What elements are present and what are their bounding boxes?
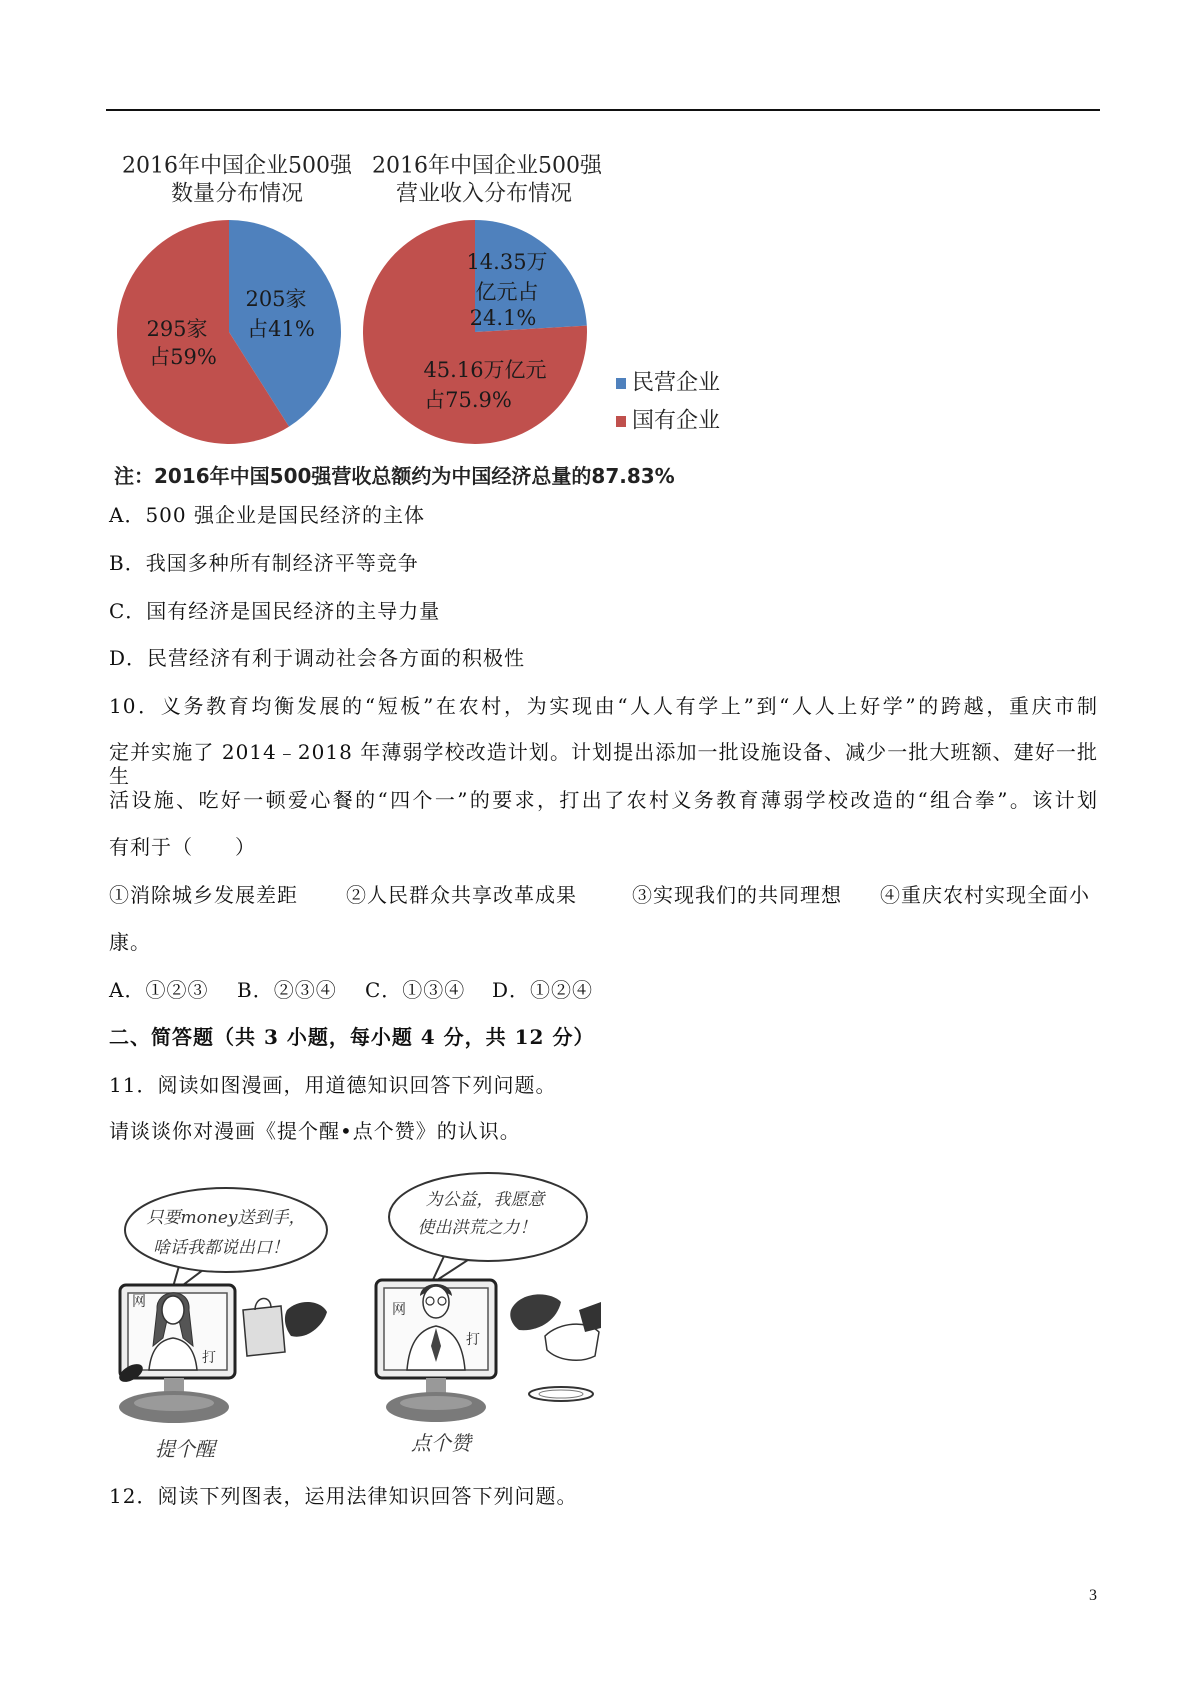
legend-label-private: 民营企业	[632, 370, 721, 396]
monitor-right-neck	[426, 1378, 446, 1394]
money-hand-icon	[285, 1302, 327, 1337]
cartoon-right-panel	[376, 1173, 601, 1422]
q10-stem-line-3: 活设施、吃好一顿爱心餐的“四个一”的要求，打出了农村义务教育薄弱学校改造的“组合拳”。该计划	[109, 788, 1098, 812]
pie-2-slice-1-label-line-3: 24.1%	[469, 306, 537, 330]
speech-left-line-2: 啥话我都说出口！	[153, 1238, 289, 1258]
man-head	[423, 1286, 449, 1318]
q10-statement-2: ②人民群众共享改革成果	[346, 883, 577, 907]
pie-chart-1	[117, 154, 353, 445]
pie-2-title-line-2: 营业收入分布情况	[395, 181, 573, 207]
option-d: D．民营经济有利于调动社会各方面的积极性	[109, 646, 526, 670]
page-number: 3	[1089, 1587, 1097, 1604]
plate-inner	[539, 1390, 583, 1398]
q10-choice-a: A．①②③	[109, 978, 209, 1002]
leaves-icon	[510, 1294, 561, 1330]
option-a: A．500 强企业是国民经济的主体	[109, 503, 425, 527]
speech-right-line-1: 为公益，我愿意	[425, 1190, 545, 1210]
q10-statement-3: ③实现我们的共同理想	[632, 883, 842, 907]
q10-stem-line-1: 10．义务教育均衡发展的“短板”在农村，为实现由“人人有学上”到“人人上好学”的跨越，重庆市制	[109, 694, 1098, 718]
q10-choice-b: B．②③④	[237, 978, 337, 1002]
header-rule	[106, 109, 1100, 111]
q11-stem: 11．阅读如图漫画，用道德知识回答下列问题。	[109, 1073, 557, 1097]
q12-stem: 12．阅读下列图表，运用法律知识回答下列问题。	[109, 1484, 578, 1508]
q10-statement-continuation: 康。	[109, 930, 151, 954]
monitor-right-stand-highlight	[400, 1396, 472, 1410]
screen-left-char-1: 网	[132, 1294, 146, 1310]
caption-left: 提个醒	[155, 1437, 215, 1461]
option-c: C．国有经济是国民经济的主导力量	[109, 599, 441, 623]
speech-bubble-right	[389, 1173, 587, 1261]
pie-2-title-line-1: 2016年中国企业500强	[372, 153, 602, 179]
chart-note: 注：2016年中国500强营收总额约为中国经济总量的87.83%	[114, 464, 675, 488]
speech-bubble-left	[125, 1188, 327, 1272]
cartoon-left-panel	[116, 1188, 327, 1423]
screen-right-char-2: 打	[466, 1332, 480, 1348]
q10-statement-1: ①消除城乡发展差距	[109, 883, 298, 907]
speech-left-line-1: 只要money送到手，	[146, 1208, 306, 1228]
pie-1-slice-1-label-count: 205家	[245, 287, 307, 311]
cartoon-svg	[109, 1160, 604, 1465]
caption-right: 点个赞	[411, 1431, 471, 1455]
pie-chart-figure	[106, 140, 726, 495]
pie-1-slice-1-label-percent: 占41%	[247, 317, 315, 341]
speech-right-line-2: 使出洪荒之力！	[417, 1218, 537, 1238]
q10-statement-4: ④重庆农村实现全面小	[880, 883, 1090, 907]
legend-label-state: 国有企业	[632, 408, 721, 434]
pie-1-title-line-2: 数量分布情况	[170, 181, 304, 207]
pie-2-slice-1-label-line-2: 亿元占	[475, 280, 539, 304]
section-heading: 二、简答题（共 3 小题，每小题 4 分，共 12 分）	[109, 1025, 595, 1049]
pie-1-slice-2-label-percent: 占59%	[149, 345, 217, 369]
pie-1-title-line-1: 2016年中国企业500强	[122, 153, 352, 179]
gift-bag-icon	[243, 1306, 285, 1356]
pie-2-slice-2-label-line-1: 45.16万亿元	[423, 358, 547, 382]
legend-swatch-private	[616, 378, 626, 389]
monitor-left-stand-highlight	[134, 1395, 214, 1411]
option-b: B．我国多种所有制经济平等竞争	[109, 551, 419, 575]
chart-legend	[616, 371, 720, 434]
legend-swatch-state	[616, 416, 626, 427]
cartoon-image	[109, 1160, 604, 1465]
screen-right-char-1: 网	[392, 1302, 406, 1318]
woman-head	[162, 1296, 184, 1324]
pie-2-slice-1-label-line-1: 14.35万	[466, 250, 548, 274]
pie-2-slice-2-label-line-2: 占75.9%	[424, 388, 512, 412]
pie-chart-svg	[106, 140, 726, 495]
q10-choice-c: C．①③④	[365, 978, 466, 1002]
q10-stem-line-2: 定并实施了 2014﹣2018 年薄弱学校改造计划。计划提出添加一批设施设备、减少一批大班额、建好一批生	[109, 740, 1098, 788]
pie-chart-2	[363, 154, 603, 445]
screen-left-char-2: 打	[202, 1350, 216, 1366]
pie-1-slice-2-label-count: 295家	[146, 317, 208, 341]
q10-choice-d: D．①②④	[492, 978, 594, 1002]
q10-stem-line-4: 有利于（ ）	[109, 835, 256, 859]
q11-prompt: 请谈谈你对漫画《提个醒•点个赞》的认识。	[109, 1119, 521, 1143]
